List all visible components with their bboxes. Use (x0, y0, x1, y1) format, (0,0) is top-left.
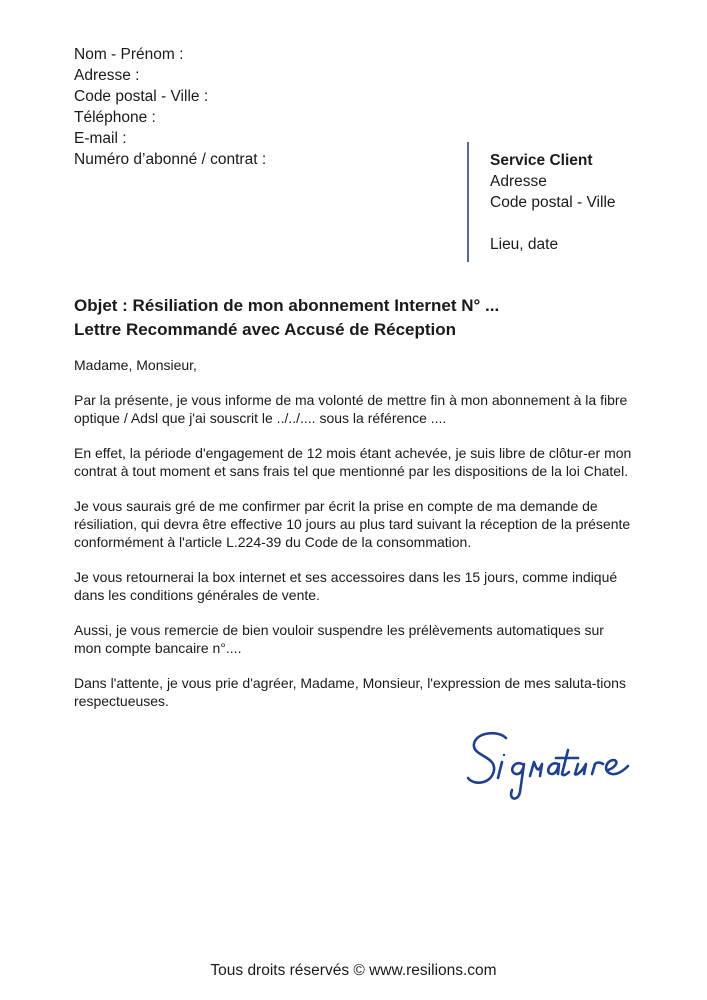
letter-body (74, 356, 634, 727)
recipient-name: Service Client (490, 152, 593, 169)
handwritten-signature (462, 728, 638, 808)
paragraph-1: Par la présente, je vous informe de ma volonté de mettre fin à mon abonnement à la fibre optique / Adsl que j'ai souscrit le ../../.... sous la référence .... (74, 392, 628, 426)
subject-line-1: Objet : Résiliation de mon abonnement Internet N° ... (74, 296, 500, 315)
sender-phone-label: Téléphone : (74, 109, 156, 126)
subject-line-2: Lettre Recommandé avec Accusé de Réception (74, 320, 457, 339)
paragraph-5: Aussi, je vous remercie de bien vouloir suspendre les prélèvements automatiques sur mon compte bancaire n°.... (74, 622, 604, 656)
recipient-postal: Code postal - Ville (490, 194, 616, 211)
paragraph-4: Je vous retournerai la box internet et ses accessoires dans les 15 jours, comme indiqué dans les conditions générales de vente. (74, 569, 618, 603)
letter-subject (74, 294, 499, 342)
place-date: Lieu, date (490, 236, 559, 253)
sender-block (74, 44, 266, 170)
greeting: Madame, Monsieur, (74, 357, 197, 373)
recipient-divider (467, 142, 469, 262)
paragraph-2: En effet, la période d'engagement de 12 mois étant achevée, je suis libre de clôtur-er mon contrat à tout moment et sans frais tel que mentionné par les dispositions de la loi Chatel. (74, 445, 632, 479)
recipient-address: Adresse (490, 173, 547, 190)
sender-name-label: Nom - Prénom : (74, 46, 184, 63)
sender-subscriber-label: Numéro d’abonné / contrat : (74, 151, 267, 168)
footer-copyright: Tous droits réservés © www.resilions.com (210, 962, 497, 979)
recipient-block (490, 150, 616, 255)
sender-postal-label: Code postal - Ville : (74, 88, 209, 105)
paragraph-6: Dans l'attente, je vous prie d'agréer, Madame, Monsieur, l'expression de mes saluta-tions respectueuses. (74, 675, 626, 709)
sender-address-label: Adresse : (74, 67, 140, 84)
sender-email-label: E-mail : (74, 130, 127, 147)
paragraph-3: Je vous saurais gré de me confirmer par écrit la prise en compte de ma demande de résiliation, qui devra être effective 10 jours au plus tard suivant la réception de la présente conformément à l'article L.224-39 du Code de la consommation. (74, 498, 631, 550)
